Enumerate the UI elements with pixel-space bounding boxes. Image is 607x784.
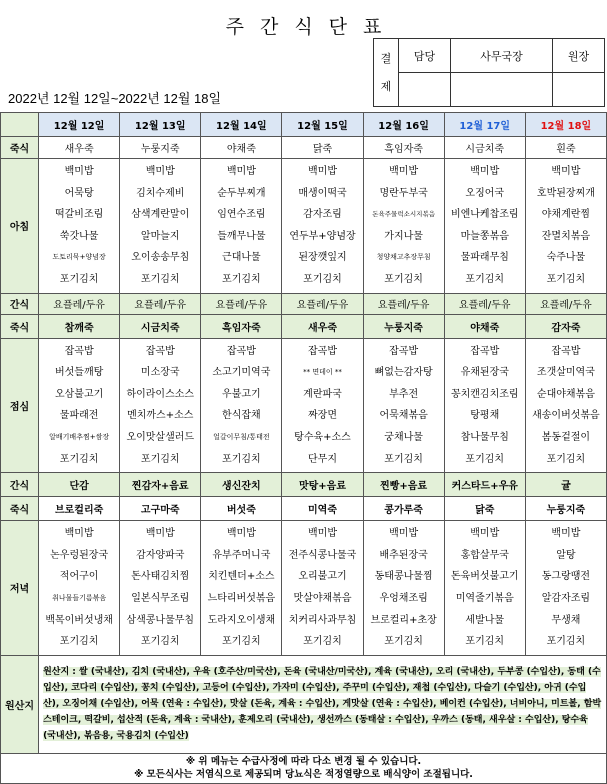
menu-item: 탕평채 [470,410,500,422]
menu-item: 동태콩나물찜 [374,571,433,583]
porridge-cell: 참깨죽 [39,314,120,338]
menu-item: 포기김치 [465,636,505,648]
notice-cell [1,753,607,783]
menu-item: 백미밥 [551,166,581,177]
menu-item: 알배기배추찜+쌈장 [49,432,110,441]
approval-header-director: 원장 [552,39,604,73]
menu-item: 잡곡밥 [308,345,337,357]
menu-item: 순대야채볶음 [536,388,595,400]
menu-item: 잡곡밥 [470,345,500,357]
menu-item: 물파래무침 [460,252,509,264]
menu-item: 잡곡밥 [226,345,256,357]
menu-item: 백미밥 [551,528,581,540]
lunch-row [1,338,607,473]
menu-item: 동그랑땡전 [541,571,591,583]
menu-item: 백미밥 [145,166,175,177]
menu-item: 오징어국 [465,187,505,199]
snack-cell: 생신잔치 [201,473,282,497]
menu-item: 김치수제비 [136,187,185,199]
porridge-cell: 닭죽 [444,497,525,521]
menu-item: 알탕 [556,549,576,561]
porridge-cell: 흰죽 [525,137,606,159]
menu-item: 명란두부국 [379,187,428,199]
menu-item: 백미밥 [64,528,94,540]
menu-item: 짜장면 [308,410,337,422]
menu-item: 떡갈비조림 [54,209,104,221]
menu-item: 백미밥 [226,166,256,177]
approval-sign-secretary [451,73,553,107]
lunch-cell [201,338,282,473]
porridge-cell: 누룽지죽 [120,137,201,159]
dinner-cell [444,521,525,656]
menu-item: 쑥갓나물 [59,230,99,242]
menu-item: 포기김치 [222,636,261,648]
day-header: 12월 15일 [282,113,363,137]
origin-row [1,655,607,753]
day-header: 12월 16일 [363,113,444,137]
row-label: 점심 [1,338,39,473]
menu-item: 무생채 [551,614,581,626]
porridge-cell: 새우죽 [39,137,120,159]
menu-item: 순두부찌개 [217,187,266,199]
menu-item: 물파래전 [59,410,99,422]
day-header: 12월 13일 [120,113,201,137]
menu-item: 임연수조림 [217,209,266,221]
breakfast-porridge-row [1,137,607,159]
menu-item: 도라지오이생채 [207,614,276,626]
menu-item: 백미밥 [389,528,419,540]
lunch-cell [39,338,120,473]
day-header-saturday: 12월 17일 [444,113,525,137]
lunch-cell [363,338,444,473]
menu-item: 잡곡밥 [145,345,175,357]
row-label: 죽식 [1,137,39,159]
porridge-cell: 고구마죽 [120,497,201,521]
snack-cell: 요플레/두유 [444,293,525,314]
menu-item: 미소장국 [140,367,180,379]
menu-item: 백미밥 [226,528,256,540]
day-header-row [1,113,607,137]
snack-cell: 찐빵+음료 [363,473,444,497]
dinner-cell [282,521,363,656]
menu-item: 포기김치 [546,453,586,465]
breakfast-cell [363,159,444,294]
menu-item: 포기김치 [384,273,423,285]
menu-item: 포기김치 [303,273,342,285]
menu-item: 청양채고추장무침 [376,253,431,262]
menu-item: 오삼불고기 [54,388,104,400]
menu-item: 포기김치 [222,273,261,285]
menu-item: 얼갈이무침/통태전 [213,432,270,441]
menu-item: 어묵채볶음 [379,410,428,422]
row-label: 간식 [1,293,39,314]
menu-item: 탕수육+소스 [294,431,351,443]
notice-row [1,753,607,783]
dinner-cell [525,521,606,656]
menu-item: 백미밥 [470,528,500,540]
menu-item: 하이라이스소스 [126,388,195,400]
menu-item: 적어구이 [59,571,99,583]
snack-cell: 귤 [525,473,606,497]
menu-item: 오리불고기 [298,571,347,583]
menu-item: 오이송송무침 [131,252,190,264]
menu-item: 포기김치 [546,636,586,648]
menu-item: 백미밥 [64,166,94,177]
snack-cell: 커스타드+우유 [444,473,525,497]
menu-item: 백미밥 [308,528,337,540]
menu-item: 잡곡밥 [389,345,419,357]
approval-label: 결 제 [374,39,399,107]
menu-item: 부추전 [389,388,419,400]
porridge-cell: 시금치죽 [120,314,201,338]
snack-cell: 찐감자+음료 [120,473,201,497]
menu-item: 우불고기 [222,388,261,400]
menu-item: 연두부+양념장 [289,230,356,242]
menu-item: 버섯들깨탕 [54,367,104,379]
porridge-cell: 닭죽 [282,137,363,159]
snack-cell: 요플레/두유 [363,293,444,314]
breakfast-cell [525,159,606,294]
notice-line: ※ 모든식사는 저염식으로 제공되며 당뇨식은 적정열량으로 배식양이 조절됩니다. [134,769,473,781]
approval-sign-staff [399,73,451,107]
menu-item: 돈육버섯불고기 [450,571,519,583]
menu-item: 유부주머니국 [212,549,271,561]
snack-cell: 요플레/두유 [201,293,282,314]
menu-item: 알마늘지 [140,230,180,242]
menu-item: 유채된장국 [460,367,509,379]
menu-item: 뼈없는감자탕 [374,367,433,379]
porridge-cell: 콩가루죽 [363,497,444,521]
breakfast-cell [39,159,120,294]
menu-item: 한식잡채 [222,410,261,422]
menu-item: 백미밥 [389,166,419,177]
snack-cell: 단감 [39,473,120,497]
menu-item: 감자조림 [303,209,342,221]
menu-item: 포기김치 [384,453,423,465]
lunch-cell [444,338,525,473]
notice-line: ※ 위 메뉴는 수급사정에 따라 다소 변경 될 수 있습니다. [185,756,422,768]
menu-item: 포기김치 [546,273,586,285]
lunch-cell [282,338,363,473]
menu-table [0,112,607,784]
menu-item: 브로컬리+초장 [370,614,437,626]
snack-cell: 요플레/두유 [39,293,120,314]
menu-item: 포기김치 [222,453,261,465]
menu-item: 취나물들기름볶음 [52,593,107,602]
menu-item: 미역줄기볶음 [455,592,514,604]
menu-item: 포기김치 [303,636,342,648]
menu-item: 세발나물 [465,614,505,626]
menu-item: 백미밥 [145,528,175,540]
menu-item: 포기김치 [140,636,180,648]
row-label: 저녁 [1,521,39,656]
afternoon-snack-row [1,473,607,497]
menu-item: 백목이버섯냉채 [45,614,113,626]
menu-item: 오이맛살샐러드 [126,431,195,443]
menu-item: 포기김치 [465,453,505,465]
porridge-cell: 새우죽 [282,314,363,338]
menu-item: 들깨무나물 [217,230,266,242]
page-title: 주간식단표 [225,16,398,38]
menu-item: 포기김치 [140,453,180,465]
approval-header-staff: 담당 [399,39,451,73]
menu-item: 단무지 [308,453,337,465]
menu-item: 전주식콩나물국 [288,549,357,561]
snack-cell: 요플레/두유 [282,293,363,314]
porridge-cell: 흑임자죽 [363,137,444,159]
porridge-cell: 누룽지죽 [363,314,444,338]
menu-item: 된장깻잎지 [298,252,347,264]
menu-item: 참나물무침 [460,431,509,443]
row-label: 죽식 [1,497,39,521]
snack-cell: 맛탕+음료 [282,473,363,497]
origin-cell [39,655,607,753]
breakfast-cell [120,159,201,294]
date-range: 2022년 12월 12일~2022년 12월 18일 [8,91,222,106]
approval-sign-director [552,73,604,107]
porridge-cell: 흑임자죽 [201,314,282,338]
menu-item: 비엔나케찹조림 [450,209,519,221]
menu-item: 돈사태김치찜 [131,571,190,583]
porridge-cell: 야채죽 [444,314,525,338]
menu-item: 포기김치 [59,636,99,648]
porridge-cell: 감자죽 [525,314,606,338]
approval-table [373,38,605,107]
menu-item: 계란파국 [303,388,342,400]
row-label: 원산지 [1,655,39,753]
menu-item: 야채계란찜 [541,209,591,221]
dinner-porridge-row [1,497,607,521]
menu-item: 가지나물 [384,230,423,242]
menu-item: 멘치까스+소스 [127,410,194,422]
menu-item: 배추된장국 [379,549,428,561]
menu-item: 숙주나물 [546,252,586,264]
lunch-cell [120,338,201,473]
menu-item: 어묵탕 [64,187,94,199]
menu-item: 치커리사과무침 [288,614,357,626]
menu-item: 도토리묵+양념장 [52,253,106,262]
porridge-cell: 시금치죽 [444,137,525,159]
dinner-cell [120,521,201,656]
menu-item: 일본식무조림 [131,592,190,604]
day-header: 12월 14일 [201,113,282,137]
menu-item: 포기김치 [384,636,423,648]
dinner-cell [39,521,120,656]
menu-item: 알감자조림 [541,592,591,604]
menu-item: 삼색계란말이 [131,209,190,221]
origin-text: 원산지 : 쌀 (국내산), 김치 (국내산), 우육 (호주산/미국산), 돈육 (국내산/미국산), 계육 (국내산), 오리 (국내산), 두부콩 (수입산), 동태 (수입산), 코다리 (수입산), 꽁치 (수입산), 고등어 (수입산), 가자미 (수입산), 주꾸미 (수입산), 재첩 (수입산), 다슬기 (수입산), 아귀 (수입산), 오징어채 (수입산), 어묵 (연육 : 수입산), 맛살 (돈육, 계육 : 수입산), 게맛살 (연육 : 수입산), 베이컨 (수입산), 너비아니, 미트볼, 함박스테이크, 떡갈비, 섭산적 (돈육, 계육 : 국내산), 훈제오리 (국내산), 생선까스 (동태살 : 수입산), 우까스 (동태, 새우살 : 수입산), 탕수육 (국내산), 볶음용, 국용김치 (수입산) [43,667,602,742]
breakfast-cell [444,159,525,294]
day-header-sunday: 12월 18일 [525,113,606,137]
menu-item: 치킨텐더+소스 [208,571,275,583]
row-label: 간식 [1,473,39,497]
menu-item: 논우렁된장국 [50,549,109,561]
menu-item: 잡곡밥 [64,345,94,357]
menu-item: 삼색콩나물무침 [126,614,195,626]
menu-item: 꽁치캔김치조림 [450,388,519,400]
morning-snack-row [1,293,607,314]
row-label: 아침 [1,159,39,294]
menu-item: 잔멸치볶음 [541,230,591,242]
breakfast-cell [282,159,363,294]
menu-item: ** 면데이 ** [303,368,342,377]
menu-item: 봄동겉절이 [541,431,591,443]
menu-item: 궁채나물 [384,431,423,443]
approval-header-secretary: 사무국장 [451,39,553,73]
breakfast-row [1,159,607,294]
menu-item: 우엉채조림 [379,592,428,604]
lunch-cell [525,338,606,473]
menu-item: 포기김치 [59,453,99,465]
menu-item: 근대나물 [222,252,261,264]
menu-item: 마늘쫑볶음 [460,230,509,242]
menu-item: 포기김치 [465,273,505,285]
menu-item: 조갯살미역국 [536,367,595,379]
menu-item: 잡곡밥 [551,345,581,357]
menu-item: 포기김치 [59,273,99,285]
porridge-cell: 야채죽 [201,137,282,159]
snack-cell: 요플레/두유 [120,293,201,314]
menu-item: 포기김치 [140,273,180,285]
dinner-row [1,521,607,656]
menu-item: 백미밥 [470,166,500,177]
corner-cell [1,113,39,137]
lunch-porridge-row [1,314,607,338]
dinner-cell [363,521,444,656]
breakfast-cell [201,159,282,294]
day-header: 12월 12일 [39,113,120,137]
porridge-cell: 미역죽 [282,497,363,521]
snack-cell: 요플레/두유 [525,293,606,314]
menu-item: 감자양파국 [136,549,185,561]
menu-item: 백미밥 [308,166,337,177]
menu-item: 매생이떡국 [298,187,347,199]
menu-item: 느타리버섯볶음 [207,592,276,604]
menu-item: 호박된장찌개 [536,187,595,199]
menu-item: 소고기미역국 [212,367,271,379]
row-label: 죽식 [1,314,39,338]
menu-item: 맛살야채볶음 [293,592,352,604]
menu-item: 새송이버섯볶음 [532,410,600,422]
porridge-cell: 브로컬리죽 [39,497,120,521]
menu-item: 돈육주물럭소시지볶음 [372,210,436,219]
dinner-cell [201,521,282,656]
menu-item: 홍합살무국 [460,549,509,561]
porridge-cell: 버섯죽 [201,497,282,521]
porridge-cell: 누룽지죽 [525,497,606,521]
